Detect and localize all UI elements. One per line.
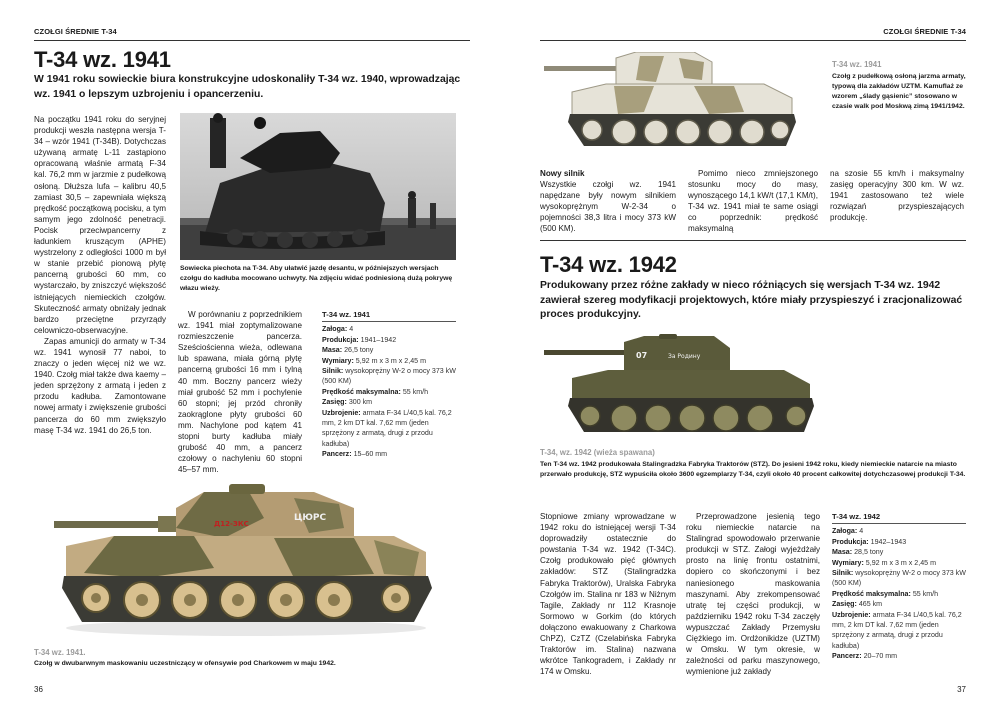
engine-column-3 bbox=[830, 168, 964, 223]
engine-subheading: Nowy silnik bbox=[540, 169, 585, 178]
section-rule bbox=[540, 240, 966, 241]
tank-illustration-1941-camo bbox=[54, 478, 438, 638]
mid-tank-caption-title: T-34, wz. 1942 (wieża spawana) bbox=[540, 448, 655, 457]
tank-number-marking: 07 bbox=[636, 351, 648, 360]
spec-row: Wymiary: 5,92 m x 3 m x 2,45 m bbox=[322, 356, 426, 365]
spec-row: Załoga: 4 bbox=[322, 325, 354, 334]
turret-marking: ЦЮРС bbox=[294, 513, 327, 523]
lead-paragraph: W 1941 roku sowieckie biura konstrukcyjne udoskonaliły T-34 wz. 1940, wprowadzając wz. 1941 o lepszym uzbrojeniu i opancerzeniu. bbox=[34, 74, 461, 100]
paragraph: Wszystkie czołgi wz. 1941 napędzane były nowym silnikiem wysokoprężnym W-2-34 o pojemności 38,3 litra i mocy 373 kW (500 KM). bbox=[540, 180, 676, 234]
paragraph: Pomimo nieco zmniejszonego stosunku mocy do masy, wynoszącego 14,1 kW/t (17,1 KM/t), T-34 wz. 1941 miał te same osiągi co poprzednik: prędkość maksymalną bbox=[688, 169, 819, 234]
spec-row: Pancerz: 15–60 mm bbox=[322, 450, 388, 459]
header-rule bbox=[34, 40, 470, 41]
spec-row: Silnik: wysokoprężny W-2 o mocy 373 kW (500 KM) bbox=[322, 367, 456, 386]
page-title: T-34 wz. 1941 bbox=[34, 47, 171, 72]
spec-row: Silnik: wysokoprężny W-2 o mocy 373 kW (500 KM) bbox=[832, 569, 966, 588]
spec-row: Pancerz: 20–70 mm bbox=[832, 652, 898, 661]
article-column-2 bbox=[178, 309, 302, 475]
spec-row: Zasięg: 300 km bbox=[322, 398, 373, 407]
engine-column-1 bbox=[540, 168, 676, 235]
engine-column-2 bbox=[688, 168, 818, 235]
photo-caption: Sowiecka piechota na T-34. Aby ułatwić jazdę desantu, w późniejszych wersjach czołgu do kadłuba mocowano uchwyty. Na zdjęciu widać podniesioną dużą pokrywę włazu wieży. bbox=[180, 265, 453, 292]
paragraph: Na początku 1941 roku do seryjnej produkcji weszła następna wersja T-34 – wzór 1941 (T-34B). Dotychczas używaną armatę L-11 zastąpiono opracowaną właśnie armatą F-34 kal. 76,2 mm w jarzmie z pudełkową osłoną. Dłuższa lufa – kalibru 40,5 zamiast 30,5 – zapewniała większą prędkość początkową pocisku, a tym samym jego zdolność penetracji. Pocisk przeciwpancerny z ładunkiem kruszącym (APHE) wystrzelony z odległości 1000 m był w stanie przebić pionową płytę pancerną grubości 60 mm, co wystarczało, by zniszczyć większość istniejących niemieckich czołgów. Skuteczność armaty obniżały jednak bardzo przeciętne przyrządy celowniczo-obserwacyjne. bbox=[34, 115, 166, 335]
spec-row: Masa: 28,5 tony bbox=[832, 548, 884, 557]
spec-heading: T-34 wz. 1941 bbox=[322, 310, 456, 322]
spec-box-1941 bbox=[322, 310, 456, 460]
spec-row: Prędkość maksymalna: 55 km/h bbox=[322, 387, 429, 396]
spec-row: Produkcja: 1941–1942 bbox=[322, 335, 397, 344]
page-number: 36 bbox=[34, 685, 43, 694]
mid-tank-caption: Ten T-34 wz. 1942 produkowała Stalingradzka Fabryka Traktorów (STZ). Do jesieni 1942 roku, kiedy niemieckie natarcie na miasto przerwało produkcję, STZ wypuściła około 3600 egzemplarzy T-34, czyli około 40 procent całkowitej dotychczasowej produkcji T-34. bbox=[540, 461, 966, 478]
paragraph: Przeprowadzone jesienią tego roku niemieckie natarcie na Stalingrad spowodowało przerwanie produkcji w STZ. Załogi wyjeżdżały prosto na linię frontu ostatnimi, dopiero co skończonymi i bez naniesionego maskowania maszynami. Aby zrekompensować utratę tej części produkcji, w październiku 1942 roku T-34 zaczęły wypuszczać Zakłady Przemysłu Ciężkiego im. Ordżonikidze (UZTM) w Omsku. W tym okresie, w zależności od parku maszynowego, wymienione już zakłady bbox=[686, 512, 820, 677]
spec-row: Wymiary: 5,92 m x 3 m x 2,45 m bbox=[832, 558, 936, 567]
spec-row: Uzbrojenie: armata F-34 L/40,5 kal. 76,2 mm, 2 km DT kal. 7,62 mm (jeden sprzężony z armatą, drugi z przodu kadłuba) bbox=[832, 610, 962, 650]
running-head: CZOŁGI ŚREDNIE T-34 bbox=[34, 27, 117, 36]
top-tank-caption: Czołg z pudełkową osłoną jarzma armaty, typową dla zakładów UZTM. Kamuflaż ze wzorem „ślady gąsienic” stosowano w czasie walk pod Moskwą zimą 1941/1942. bbox=[832, 73, 966, 110]
tank-caption: Czołg w dwubarwnym maskowaniu uczestniczący w ofensywie pod Charkowem w maju 1942. bbox=[34, 660, 336, 667]
tank-caption-title: T-34 wz. 1941. bbox=[34, 648, 86, 657]
tank-illustration-1941-winter bbox=[544, 52, 816, 156]
article-column-1 bbox=[34, 114, 166, 436]
article-column-1 bbox=[540, 511, 676, 677]
paragraph: Zapas amunicji do armaty w T-34 wz. 1941 wynosił 77 naboi, to znaczy o jeden więcej niż we wz. 1940. Czołg miał także dwa kaemy – jeden sprzężony z armatą i jeden z przodu kadłuba. Zamontowane nowej armaty i zwiększenie grubości pancerza do 60 mm zwiększyło masę T-34 wz. 1941 do 26,5 ton. bbox=[34, 336, 166, 435]
article-column-2 bbox=[686, 511, 820, 677]
section-title: T-34 wz. 1942 bbox=[540, 252, 677, 277]
spec-row: Zasięg: 465 km bbox=[832, 600, 883, 609]
tank-illustration-1942 bbox=[544, 334, 834, 438]
header-rule bbox=[540, 40, 966, 41]
tank-slogan-marking: За Родину bbox=[668, 353, 701, 360]
spec-row: Prędkość maksymalna: 55 km/h bbox=[832, 589, 939, 598]
running-head: CZOŁGI ŚREDNIE T-34 bbox=[883, 27, 966, 36]
paragraph: W porównaniu z poprzednikiem wz. 1941 miał zoptymalizowane rozmieszczenie pancerza. Sześciościenna wieża, odlewana lub spawana, miała górną płytę pancerną grubości 16 mm i tylną 40 mm. Boczny pancerz wieży miał grubość 52 mm i pochylenie 60 stopni; jej przód chroniły zaokrąglone płyty grubości 60 mm. Nachylone pod kątem 41 stopni burty kadłuba miały grubość 40 mm, a pancerz czołowy o nachyleniu 60 stopni 45–57 mm. bbox=[178, 310, 302, 475]
photo-image bbox=[180, 113, 456, 260]
spec-heading: T-34 wz. 1942 bbox=[832, 512, 966, 524]
spec-row: Produkcja: 1942–1943 bbox=[832, 537, 907, 546]
spec-row: Załoga: 4 bbox=[832, 527, 864, 536]
spec-box-1942 bbox=[832, 512, 966, 662]
top-tank-caption-title: T-34 wz. 1941 bbox=[832, 60, 882, 69]
page-number: 37 bbox=[957, 685, 966, 694]
section-lead: Produkowany przez różne zakłady w nieco różniących się wersjach T-34 wz. 1942 zawierał szereg modyfikacji projektowych, które miały przyspieszyć i zracjonalizować proces produkcyjny. bbox=[540, 280, 963, 320]
spec-row: Uzbrojenie: armata F-34 L/40,5 kal. 76,2 mm, 2 km DT kal. 7,62 mm (jeden sprzężony z armatą, drugi z przodu kadłuba) bbox=[322, 408, 452, 448]
paragraph: na szosie 55 km/h i maksymalny zasięg operacyjny 300 km. W wz. 1941 zastosowano też wiele rozwiązań przyspieszających produkcję. bbox=[830, 169, 964, 223]
turret-number: Д12-ЗКС bbox=[214, 520, 249, 528]
paragraph: Stopniowe zmiany wprowadzane w 1942 roku do istniejącej wersji T-34 doprowadziły ostatecznie do powstania T-34 wz. 1942 (T-34C). Czołg produkowało pięć głównych zakładów: STZ (Stalingradzka Fabryka Traktorów), Uralska Fabryka Czołgów im. Stalina nr 183 w Niżnym Tagile, Zakłady nr 112 Krasnoje Sormowo w Gorkim (do których dołączono ewakuowany z Charkowa ChPZ), CzTZ (Czelabińska Fabryka Traktorów im. Stalina) nazwana wkrótce Tankogradem, i Zakłady nr 174 w Omsku. bbox=[540, 512, 676, 677]
right-page bbox=[500, 0, 1000, 712]
spec-row: Masa: 26,5 tony bbox=[322, 346, 374, 355]
infantry-on-tank-photo bbox=[180, 113, 456, 260]
